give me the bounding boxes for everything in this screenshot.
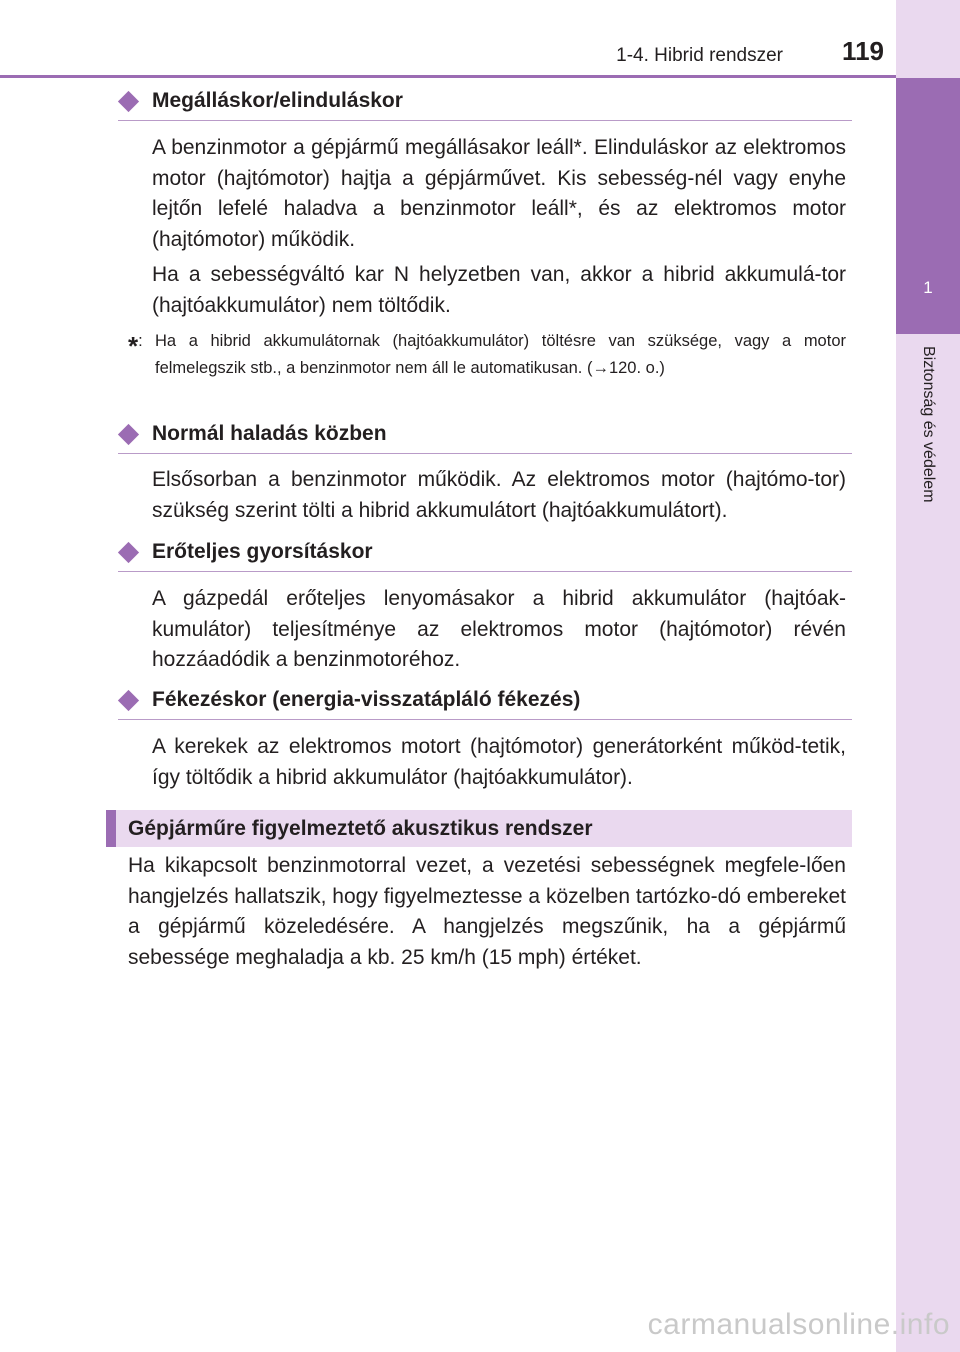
paragraph: A gázpedál erőteljes lenyomásakor a hibrid akkumulátor (hajtóak-kumulátor) teljesítménye az elektromos motor (hajtómotor) révén hozzáadódik a benzinmotoréhoz. bbox=[152, 587, 846, 671]
section-title: Fékezéskor (energia-visszatápláló fékezés) bbox=[152, 688, 581, 711]
paragraph: Elsősorban a benzinmotor működik. Az elektromos motor (hajtómo-tor) szükség szerint tölti a hibrid akkumulátort (hajtóakkumulátort). bbox=[152, 468, 846, 522]
section-title: Erőteljes gyorsításkor bbox=[152, 540, 373, 563]
section-title: Megálláskor/elinduláskor bbox=[152, 89, 403, 112]
footnote bbox=[128, 328, 846, 381]
box-section-heading bbox=[106, 810, 852, 847]
paragraph: Ha a sebességváltó kar N helyzetben van, akkor a hibrid akkumulá-tor (hajtóakkumulátor) nem töltődik. bbox=[152, 263, 846, 317]
diamond-bullet-icon bbox=[118, 91, 139, 112]
watermark: carmanualsonline.info bbox=[647, 1308, 950, 1341]
page-number: 119 bbox=[842, 36, 884, 66]
section-heading-acceleration bbox=[118, 539, 852, 572]
paragraph: A kerekek az elektromos motort (hajtómotor) generátorként működ-tetik, így töltődik a hibrid akkumulátor (hajtóakkumulátor). bbox=[152, 735, 846, 789]
diamond-bullet-icon bbox=[118, 542, 139, 563]
diamond-bullet-icon bbox=[118, 690, 139, 711]
side-chapter-number: 1 bbox=[923, 278, 933, 297]
running-header-section: 1-4. Hibrid rendszer bbox=[616, 45, 783, 66]
footnote-text: Ha a hibrid akkumulátornak (hajtóakkumulátor) töltésre van szüksége, vagy a motor felmelegszik stb., a benzinmotor nem áll le automatikusan. (→120. o.) bbox=[155, 332, 846, 377]
footnote-marker: *: bbox=[128, 331, 143, 361]
section-heading-stop-start bbox=[118, 88, 852, 121]
section-title: Normál haladás közben bbox=[152, 422, 387, 445]
paragraph: A benzinmotor a gépjármű megállásakor leáll*. Elinduláskor az elektromos motor (hajtómotor) hajtja a gépjárművet. Kis sebesség-nél vagy enyhe lejtőn lefelé haladva a benzinmotor leáll*, és az elektromos motor (hajtómotor) működik. bbox=[152, 136, 846, 251]
side-chapter-title: Biztonság és védelem bbox=[920, 346, 937, 503]
header-divider bbox=[0, 75, 896, 78]
section-heading-braking bbox=[118, 687, 852, 720]
section-heading-normal-driving bbox=[118, 421, 852, 454]
box-section-title: Gépjárműre figyelmeztető akusztikus rendszer bbox=[128, 817, 593, 840]
box-section-paragraph: Ha kikapcsolt benzinmotorral vezet, a vezetési sebességnek megfele-lően hangjelzés hallatszik, hogy figyelmeztesse a közelben tartózko-dó embereket a gépjármű közeledésére. A hangjelzés megszűnik, ha a gépjármű sebessége meghaladja a kb. 25 km/h (15 mph) értéket. bbox=[128, 854, 846, 969]
diamond-bullet-icon bbox=[118, 424, 139, 445]
